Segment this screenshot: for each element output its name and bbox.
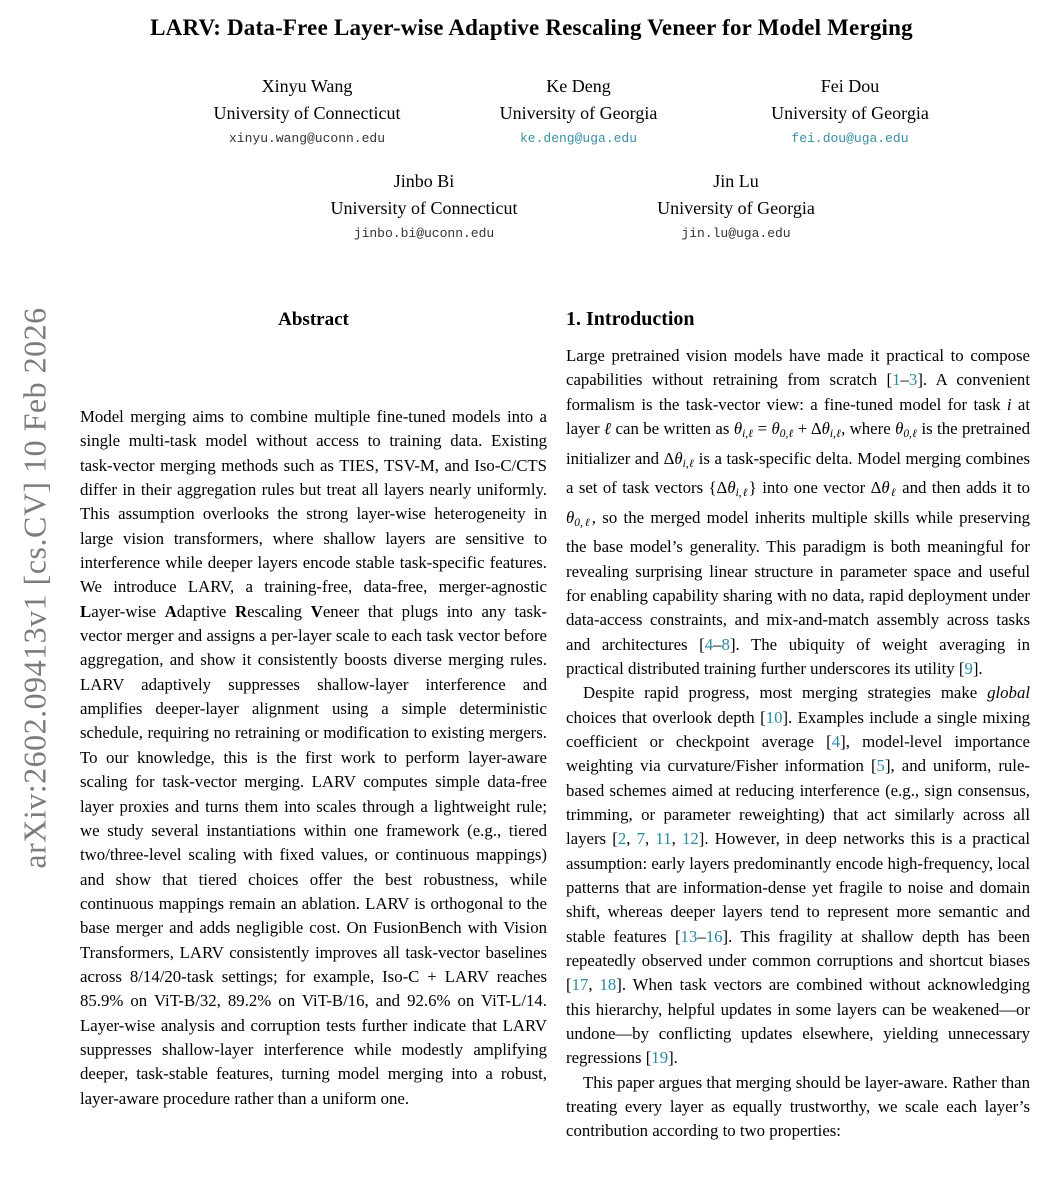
text-run: ℓ	[603, 419, 612, 439]
citation-link[interactable]: 2	[617, 829, 627, 849]
author-email[interactable]: xinyu.wang@uconn.edu	[228, 131, 386, 146]
author-email[interactable]: ke.deng@uga.edu	[519, 131, 638, 146]
text-run: ]. When task vectors are combined without acknowledging this hierarchy, helpful updates in some layers can be weakened—or undone—by conflicting updates elsewhere, yielding unnecessary regressions [	[566, 975, 1030, 1068]
abstract-heading: Abstract	[278, 309, 349, 330]
text-run: ], model-level importance weighting via curvature/Fisher information [	[566, 731, 1030, 776]
paragraph	[566, 1071, 1030, 1144]
citation-link[interactable]: 19	[651, 1048, 669, 1068]
author-affiliation: University of Georgia	[657, 198, 815, 218]
author-block	[177, 73, 437, 151]
author-block	[449, 73, 709, 151]
text-run: L	[80, 601, 92, 621]
author-name: Fei Dou	[820, 76, 880, 96]
citation-link[interactable]: 8	[721, 634, 730, 654]
text-run: global	[987, 683, 1030, 703]
text-run: R	[234, 601, 248, 621]
text-run: –	[900, 370, 909, 390]
author-affiliation: University of Georgia	[771, 103, 929, 123]
citation-link[interactable]: 16	[705, 926, 723, 946]
text-run: eneer that plugs into any task-vector merger and assigns a per-layer scale to each task vector before aggregation, and show it consistently boosts diverse merging rules. LARV adaptively suppresses shallow-layer interference and amplifies deeper-layer alignment using a simple deterministic schedule, requiring no retraining or modification to existing mergers. To our knowledge, this is the first work to perform layer-aware scaling for task-vector merging. LARV computes simple data-free layer proxies and turns them into scales through a lightweight rule; we study several instantiations within one framework (e.g., tiered two/three-level scaling with fixed values, or continuous mappings) and show that tiered choices offer the best robustness, while continuous mappings remain an ablation. LARV is orthogonal to the base merger and adds negligible cost. On FusionBench with Vision Transformers, LARV consistently improves all task-vector baselines across 8/14/20-task settings; for example, Iso-C + LARV reaches 85.9% on ViT-B/32, 89.2% on ViT-B/16, and 92.6% on ViT-L/14. Layer-wise analysis and corruption tests further indicate that LARV suppresses shallow-layer interference while modestly amplifying deeper, task-stable features, turning model merging into a robust, layer-aware procedure rather than a uniform one.	[80, 601, 547, 1108]
text-run: θ	[566, 507, 575, 527]
text-run: θ	[674, 448, 683, 468]
text-run: ]. This fragility at shallow depth has been repeatedly observed under common corruptions and shortcut biases [	[566, 926, 1030, 995]
text-run: ayer-wise	[91, 601, 165, 621]
text-run: ].	[668, 1048, 678, 1068]
citation-link[interactable]: 10	[765, 707, 783, 727]
paper-title: LARV: Data-Free Layer-wise Adaptive Rescaling Veneer for Model Merging	[150, 15, 913, 41]
text-run: i,ℓ	[735, 487, 749, 500]
text-run: and then adds it to	[896, 478, 1030, 498]
text-run: ,	[645, 829, 656, 849]
citation-link[interactable]: 3	[908, 370, 918, 390]
text-run: This paper argues that merging should be layer-aware. Rather than treating every layer as equally trustworthy, we scale each layer’s contribution according to two properties:	[566, 1072, 1030, 1141]
text-run: ℓ	[889, 487, 897, 500]
text-run: θ	[821, 419, 830, 439]
text-run: ]. A convenient formalism is the task-vector view: a fine-tuned model for task	[566, 370, 1030, 414]
text-run: + Δ	[793, 419, 822, 439]
text-run: escaling	[247, 601, 311, 621]
author-email[interactable]: fei.dou@uga.edu	[791, 131, 909, 146]
introduction-heading: 1. Introduction	[566, 308, 695, 330]
text-run: ].	[972, 658, 983, 678]
paragraph	[566, 681, 1030, 1071]
author-block	[720, 73, 980, 151]
author-email[interactable]: jinbo.bi@uconn.edu	[353, 226, 495, 241]
authors-row-2	[130, 168, 1030, 246]
text-run: ], and uniform, rule-based schemes aimed at reducing interference (e.g., sign consensus, trimming, or parameter reweighting) that act similarly across all layers [	[566, 756, 1030, 849]
text-run: θ	[771, 419, 780, 439]
text-run: is a task-specific delta. Model merging combines a set of task vectors {Δ	[566, 448, 1030, 498]
paragraph	[80, 405, 547, 1111]
text-run: ,	[626, 829, 637, 849]
text-run: 0,ℓ	[779, 428, 794, 441]
author-name: Xinyu Wang	[261, 76, 353, 96]
abstract-section	[80, 303, 547, 1111]
text-run: V	[310, 601, 323, 621]
citation-link[interactable]: 13	[680, 926, 698, 946]
introduction-body	[566, 344, 1030, 1144]
author-affiliation: University of Connecticut	[213, 103, 401, 123]
paragraph	[566, 344, 1030, 681]
text-run: , where	[841, 419, 896, 439]
text-run: can be written as	[611, 419, 734, 439]
text-run: Large pretrained vision models have made it practical to compose capabilities without retraining from scratch [	[566, 346, 1030, 390]
citation-link[interactable]: 17	[571, 975, 589, 995]
text-run: i	[1006, 394, 1012, 414]
introduction-section	[566, 303, 1030, 1144]
author-block	[587, 168, 885, 246]
text-run: ]. The ubiquity of weight averaging in practical distributed training further underscores its utility [	[566, 634, 1030, 678]
text-run: i,ℓ	[829, 428, 842, 441]
citation-link[interactable]: 9	[964, 658, 973, 678]
text-run: θ	[895, 419, 904, 439]
text-run: at layer	[566, 394, 1030, 439]
author-affiliation: University of Georgia	[499, 103, 658, 123]
author-block	[275, 168, 573, 246]
text-run: 0,ℓ	[903, 428, 918, 441]
text-run: 0,ℓ	[574, 516, 592, 529]
author-name: Ke Deng	[546, 76, 611, 96]
text-run: ]. However, in deep networks this is a practical assumption: early layers predominantly encode high-frequency, local patterns that are information-dense yet fragile to noise and domain shift, whereas deeper layers tend to represent more semantic and stable features [	[566, 829, 1031, 946]
text-run: daptive	[176, 601, 235, 621]
citation-link[interactable]: 1	[892, 370, 901, 390]
abstract-body	[80, 405, 547, 1111]
citation-link[interactable]: 5	[876, 756, 885, 776]
text-run: is the pretrained initializer and Δ	[566, 419, 1030, 468]
author-email[interactable]: jin.lu@uga.edu	[681, 226, 791, 241]
citation-link[interactable]: 12	[681, 829, 699, 849]
authors-row-1	[177, 73, 980, 151]
text-run: –	[697, 926, 706, 946]
text-run: A	[164, 601, 177, 621]
text-run: i,ℓ	[742, 428, 754, 441]
text-run: θ	[727, 478, 736, 498]
citation-link[interactable]: 7	[636, 829, 646, 849]
text-run: –	[713, 634, 722, 654]
author-affiliation: University of Connecticut	[330, 198, 518, 218]
citation-link[interactable]: 4	[704, 634, 714, 654]
text-run: , so the merged model inherits multiple skills while preserving the base model’s generality. This paradigm is both meaningful for revealing surprising linear structure in parameter space and useful for enabling capability sharing with no data, rapid deployment under data-access constraints, and mix-and-match assembly across tasks and architectures [	[566, 507, 1030, 654]
text-run: θ	[881, 478, 890, 498]
text-run: Despite rapid progress, most merging strategies make	[583, 683, 988, 703]
text-run: ,	[671, 829, 682, 849]
text-run: =	[753, 419, 772, 439]
text-run: ,	[588, 975, 600, 995]
text-run: choices that overlook depth [	[566, 707, 766, 727]
citation-link[interactable]: 11	[655, 829, 672, 849]
text-run: ]. Examples include a single mixing coefficient or checkpoint average [	[566, 707, 1030, 751]
text-run: } into one vector Δ	[748, 478, 882, 498]
text-run: θ	[733, 419, 743, 439]
text-run: i,ℓ	[682, 457, 695, 470]
arxiv-watermark: arXiv:2602.09413v1 [cs.CV] 10 Feb 2026	[16, 307, 53, 869]
citation-link[interactable]: 4	[831, 731, 841, 751]
citation-link[interactable]: 18	[599, 975, 617, 995]
author-name: Jin Lu	[713, 171, 759, 191]
text-run: Model merging aims to combine multiple fine-tuned models into a single multi-task model without access to training data. Existing task-vector merging methods such as TIES, TSV-M, and Iso-C/CTS differ in their aggregation rules but treat all layers nearly uniformly. This assumption overlooks the strong layer-wise heterogeneity in large vision transformers, where shallow layers are sensitive to interference while deeper layers encode stable task-specific features. We introduce LARV, a training-free, data-free, merger-agnostic	[80, 407, 547, 597]
author-name: Jinbo Bi	[393, 171, 455, 191]
